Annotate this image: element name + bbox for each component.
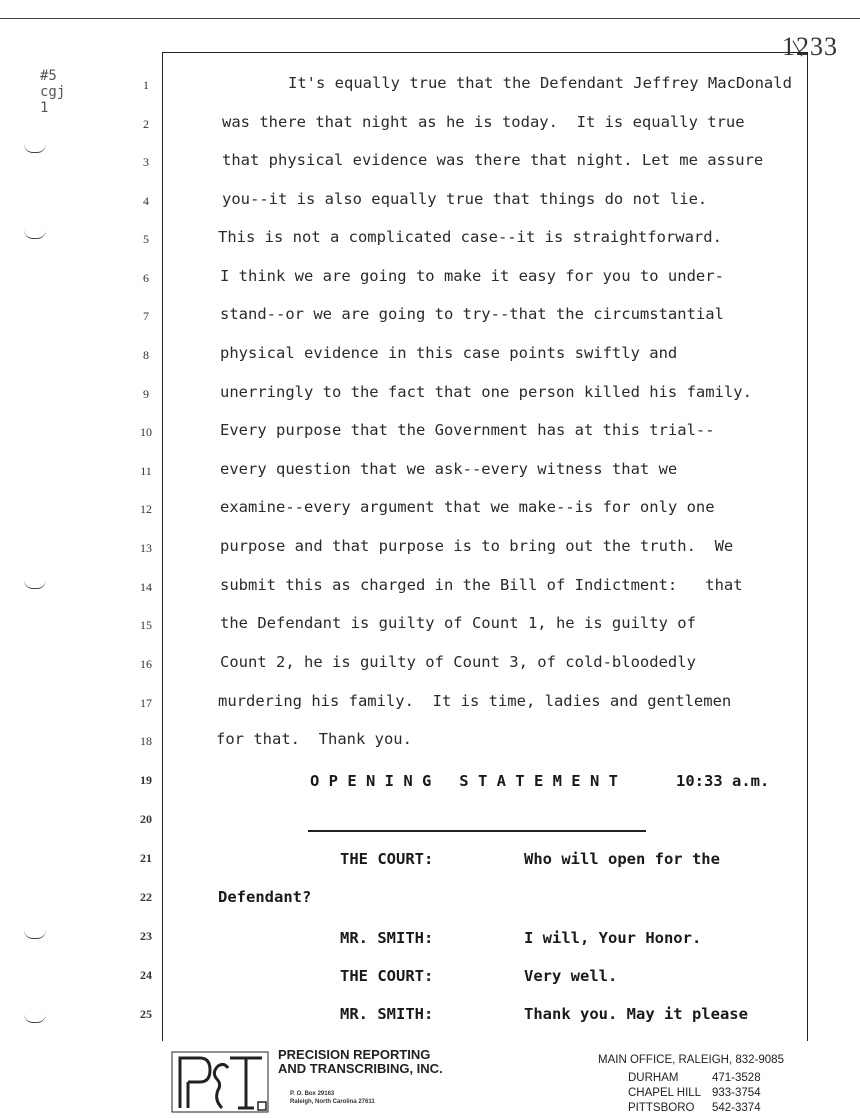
line-number: 9	[143, 387, 149, 401]
margin-mark	[24, 580, 46, 589]
top-rule	[0, 18, 860, 19]
main-office: MAIN OFFICE, RALEIGH, 832-9085	[598, 1054, 784, 1066]
margin-note: 1	[40, 100, 49, 116]
margin-note: cgj	[40, 84, 66, 100]
company-logo	[170, 1050, 270, 1114]
office-phone: 542-3374	[712, 1102, 761, 1114]
transcript-line: that physical evidence was there that night. Let me assure	[222, 151, 764, 169]
speech-text: Defendant?	[218, 888, 312, 906]
transcript-line: the Defendant is guilty of Count 1, he is guilty of	[220, 614, 696, 632]
heading-time: 10:33 a.m.	[676, 772, 770, 790]
speech-text: I will, Your Honor.	[524, 929, 702, 947]
line-number: 23	[140, 929, 152, 943]
margin-note: #5	[40, 68, 57, 84]
margin-mark	[24, 930, 46, 939]
margin-notes	[36, 68, 65, 116]
office-phone: 933-3754	[712, 1087, 761, 1099]
line-number: 5	[143, 232, 149, 246]
transcript-line: for that. Thank you.	[216, 730, 412, 748]
speaker-label: THE COURT:	[340, 967, 434, 985]
margin-mark	[24, 230, 46, 239]
heading-underline	[308, 830, 646, 832]
speech-text: Very well.	[524, 967, 618, 985]
line-number: 17	[140, 696, 152, 710]
transcript-line: stand--or we are going to try--that the circumstantial	[220, 305, 724, 323]
line-number: 4	[143, 194, 149, 208]
office-city: DURHAM	[628, 1072, 679, 1084]
line-number: 24	[140, 968, 152, 982]
transcript-line: Every purpose that the Government has at this trial--	[220, 421, 715, 439]
line-number: 25	[140, 1007, 152, 1021]
line-number: 7	[143, 309, 149, 323]
firm-name-line: AND TRANSCRIBING, INC.	[278, 1061, 443, 1076]
line-number: 16	[140, 657, 152, 671]
transcript-line: every question that we ask--every witness that we	[220, 460, 678, 478]
office-city: PITTSBORO	[628, 1102, 695, 1114]
transcript-line: examine--every argument that we make--is for only one	[220, 498, 715, 516]
transcript-line: submit this as charged in the Bill of Indictment: that	[220, 576, 743, 594]
margin-mark	[24, 144, 46, 153]
transcript-line: unerringly to the fact that one person killed his family.	[220, 383, 752, 401]
line-number: 3	[143, 155, 149, 169]
transcript-line: was there that night as he is today. It is equally true	[222, 113, 745, 131]
line-number: 6	[143, 271, 149, 285]
speech-text: Thank you. May it please	[524, 1005, 748, 1023]
line-number: 11	[140, 464, 152, 478]
section-heading: O P E N I N G S T A T E M E N T	[310, 772, 618, 790]
line-number: 21	[140, 851, 152, 865]
margin-mark	[24, 1014, 46, 1023]
line-number: 8	[143, 348, 149, 362]
transcript-line: you--it is also equally true that things do not lie.	[222, 190, 708, 208]
line-number: 20	[140, 812, 152, 826]
address-line: P. O. Box 29163	[290, 1091, 335, 1097]
firm-name	[278, 1048, 443, 1076]
firm-address	[290, 1090, 375, 1106]
line-number: 14	[140, 580, 152, 594]
transcript-line: purpose and that purpose is to bring out the truth. We	[220, 537, 734, 555]
line-number: 19	[140, 773, 152, 787]
transcript-line: It's equally true that the Defendant Jeffrey MacDonald	[288, 74, 792, 92]
speaker-label: THE COURT:	[340, 850, 434, 868]
line-number: 15	[140, 618, 152, 632]
speech-text: Who will open for the	[524, 850, 720, 868]
line-number: 13	[140, 541, 152, 555]
speaker-label: MR. SMITH:	[340, 1005, 434, 1023]
firm-name-line: PRECISION REPORTING	[278, 1047, 431, 1062]
office-city: CHAPEL HILL	[628, 1087, 702, 1099]
speaker-label: MR. SMITH:	[340, 929, 434, 947]
line-number: 2	[143, 117, 149, 131]
line-number: 10	[140, 425, 152, 439]
line-number: 22	[140, 890, 152, 904]
line-number: 12	[140, 502, 152, 516]
transcript-line: Count 2, he is guilty of Count 3, of cold-bloodedly	[220, 653, 696, 671]
transcript-line: This is not a complicated case--it is straightforward.	[218, 228, 722, 246]
transcript-line: physical evidence in this case points swiftly and	[220, 344, 678, 362]
transcript-line: I think we are going to make it easy for you to under-	[220, 267, 724, 285]
line-number: 18	[140, 734, 152, 748]
transcript-line: murdering his family. It is time, ladies and gentlemen	[218, 692, 732, 710]
office-phone: 471-3528	[712, 1072, 761, 1084]
address-line: Raleigh, North Carolina 27611	[290, 1099, 375, 1105]
page-number: 1233	[782, 32, 838, 61]
line-number: 1	[143, 78, 149, 92]
